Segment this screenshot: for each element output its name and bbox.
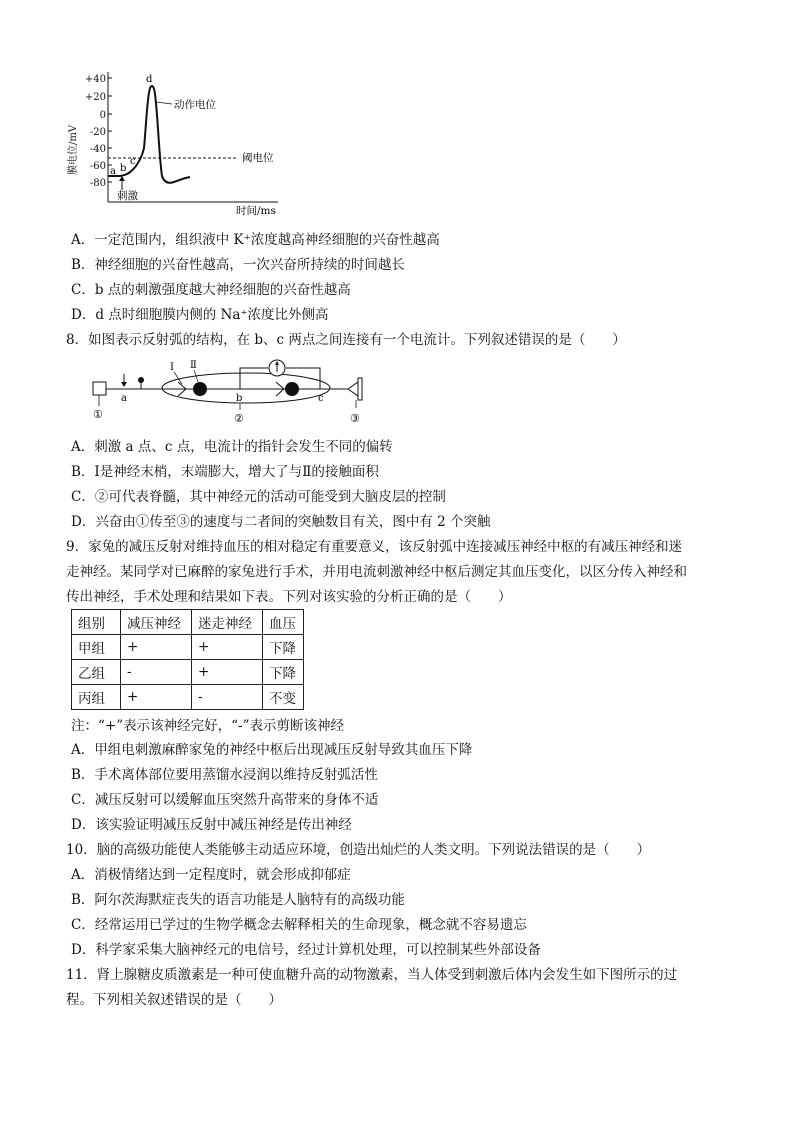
table-cell: + bbox=[192, 635, 263, 660]
y-tick: -60 bbox=[89, 161, 106, 172]
table-header: 组别 bbox=[72, 610, 121, 635]
q8-option-a: A．刺激 a 点、c 点，电流计的指针会发生不同的偏转 bbox=[71, 439, 393, 455]
table-cell: - bbox=[192, 685, 263, 710]
y-tick: +40 bbox=[84, 74, 106, 85]
table-cell: 丙组 bbox=[72, 685, 121, 710]
q8-option-b: B．Ⅰ是神经末梢，末端膨大，增大了与Ⅱ的接触面积 bbox=[71, 464, 379, 480]
q10-option-c: C．经常运用已学过的生物学概念去解释相关的生命现象，概念就不容易遗忘 bbox=[71, 917, 527, 933]
table-cell: 下降 bbox=[263, 660, 304, 685]
table-cell: 乙组 bbox=[72, 660, 121, 685]
q8-option-c: C．②可代表脊髓，其中神经元的活动可能受到大脑皮层的控制 bbox=[71, 489, 446, 505]
point-label-c: c bbox=[130, 156, 136, 167]
q7-option-a: A．一定范围内，组织液中 K⁺浓度越高神经细胞的兴奋性越高 bbox=[71, 232, 440, 248]
x-axis-label: 时间/ms bbox=[236, 205, 276, 217]
label-II: Ⅱ bbox=[190, 360, 197, 371]
q10-option-b: B．阿尔茨海默症丧失的语言功能是人脑特有的高级功能 bbox=[71, 892, 405, 908]
q9-note: 注：“+”表示该神经完好，“-”表示剪断该神经 bbox=[71, 718, 344, 734]
q9-option-d: D．该实验证明减压反射中减压神经是传出神经 bbox=[71, 817, 352, 833]
q11-stem-line-2: 程。下列相关叙述错误的是（ ） bbox=[66, 992, 282, 1008]
table-row bbox=[72, 685, 304, 710]
q10-option-d: D．科学家采集大脑神经元的电信号，经过计算机处理，可以控制某些外部设备 bbox=[71, 942, 541, 958]
y-tick: -20 bbox=[89, 127, 106, 138]
q9-stem-line-1: 9．家兔的减压反射对维持血压的相对稳定有重要意义，该反射弧中连接减压神经中枢的有减压神经和迷 bbox=[66, 539, 683, 555]
y-tick: +20 bbox=[84, 92, 106, 103]
label-b: b bbox=[236, 393, 243, 404]
table-header: 血压 bbox=[263, 610, 304, 635]
table-row bbox=[72, 660, 304, 685]
action-potential-figure bbox=[60, 68, 360, 218]
point-label-a: a bbox=[110, 166, 116, 177]
table-cell: + bbox=[121, 685, 192, 710]
table-cell: 下降 bbox=[263, 635, 304, 660]
label-3: ③ bbox=[350, 412, 360, 425]
point-label-d: d bbox=[146, 74, 153, 85]
q11-stem-line-1: 11．肾上腺糖皮质激素是一种可使血糖升高的动物激素，当人体受到刺激后体内会发生如下图所示的过 bbox=[66, 967, 678, 983]
q9-option-b: B．手术离体部位要用蒸馏水浸润以维持反射弧活性 bbox=[71, 767, 378, 783]
q7-option-b: B．神经细胞的兴奋性越高，一次兴奋所持续的时间越长 bbox=[71, 257, 405, 273]
label-1: ① bbox=[93, 408, 103, 421]
label-I: Ⅰ bbox=[170, 362, 174, 373]
table-cell: + bbox=[192, 660, 263, 685]
label-c: c bbox=[318, 393, 324, 404]
curve-label: 动作电位 bbox=[174, 99, 216, 111]
q9-option-c: C．减压反射可以缓解血压突然升高带来的身体不适 bbox=[71, 792, 379, 808]
q9-stem-line-3: 传出神经，手术处理和结果如下表。下列对该实验的分析正确的是（ ） bbox=[66, 589, 512, 605]
y-tick: -40 bbox=[89, 144, 106, 155]
table-row bbox=[72, 635, 304, 660]
table-cell: 不变 bbox=[263, 685, 304, 710]
q8-stem: 8．如图表示反射弧的结构，在 b、c 两点之间连接有一个电流计。下列叙述错误的是（ ） bbox=[66, 332, 626, 348]
table-cell: - bbox=[121, 660, 192, 685]
point-label-b: b bbox=[120, 163, 127, 174]
table-cell: + bbox=[121, 635, 192, 660]
q7-option-d: D．d 点时细胞膜内侧的 Na⁺浓度比外侧高 bbox=[71, 307, 329, 323]
q8-option-d: D．兴奋由①传至③的速度与二者间的突触数目有关，图中有 2 个突触 bbox=[71, 514, 491, 530]
table-header: 迷走神经 bbox=[192, 610, 263, 635]
reflex-arc-figure bbox=[86, 356, 386, 428]
y-tick: 0 bbox=[99, 110, 106, 121]
q10-option-a: A．消极情绪达到一定程度时，就会形成抑郁症 bbox=[71, 867, 351, 883]
q9-table bbox=[71, 609, 304, 710]
label-a: a bbox=[121, 393, 127, 404]
y-axis-label: 膜电位/mV bbox=[68, 124, 79, 176]
label-2: ② bbox=[234, 412, 244, 425]
q10-stem: 10．脑的高级功能使人类能够主动适应环境，创造出灿烂的人类文明。下列说法错误的是（ ） bbox=[66, 842, 651, 858]
q7-option-c: C．b 点的刺激强度越大神经细胞的兴奋性越高 bbox=[71, 282, 351, 298]
q9-stem-line-2: 走神经。某同学对已麻醉的家兔进行手术，并用电流刺激神经中枢后测定其血压变化，以区分传入神经和 bbox=[66, 564, 687, 580]
table-header: 减压神经 bbox=[121, 610, 192, 635]
y-tick: -80 bbox=[89, 178, 106, 189]
stimulus-label: 刺激 bbox=[117, 190, 138, 202]
q9-option-a: A．甲组电刺激麻醉家兔的神经中枢后出现减压反射导致其血压下降 bbox=[71, 742, 473, 758]
table-cell: 甲组 bbox=[72, 635, 121, 660]
table-header-row bbox=[72, 610, 304, 635]
threshold-label: 阈电位 bbox=[242, 152, 274, 164]
